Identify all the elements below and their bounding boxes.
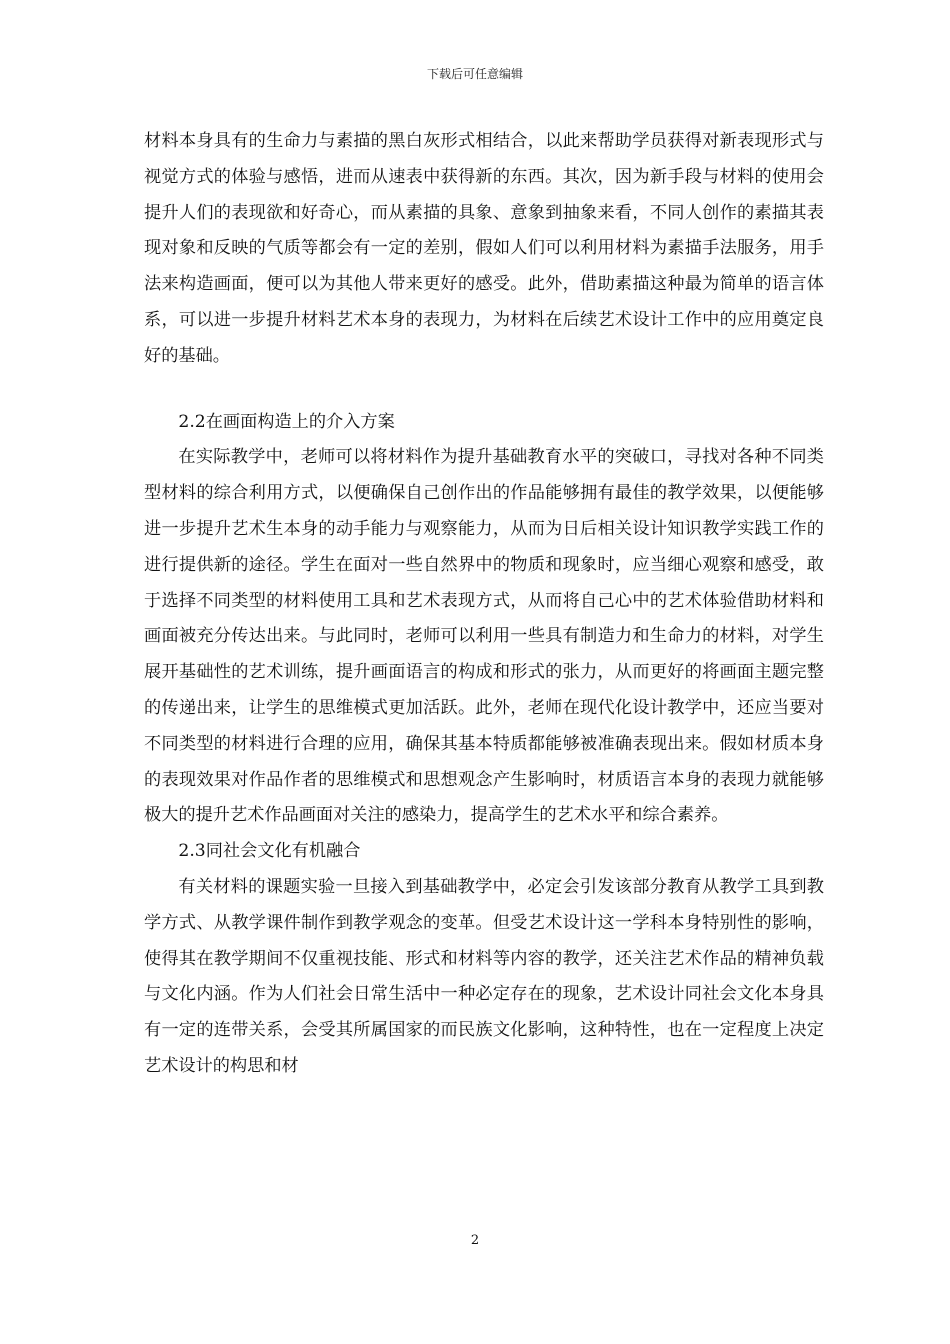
document-body (144, 124, 824, 1085)
paragraph-social-culture: 有关材料的课题实验一旦接入到基础教学中，必定会引发该部分教育从教学工具到教学方式、从教学课件制作到教学观念的变革。但受艺术设计这一学科本身特别性的影响，使得其在教学期间不仅重视技能、形式和材料等内容的教学，还关注艺术作品的精神负载与文化内涵。作为人们社会日常生活中一种必定存在的现象，艺术设计同社会文化本身具有一定的连带关系，会受其所属国家的而民族文化影响，这种特性，也在一定程度上决定艺术设计的构思和材 (144, 876, 824, 1076)
page-number: 2 (470, 1233, 480, 1248)
page-header: 下载后可任意编辑 (426, 67, 523, 81)
paragraph-gap (144, 375, 824, 405)
paragraph-material-sketch: 材料本身具有的生命力与素描的黑白灰形式相结合，以此来帮助学员获得对新表现形式与视觉方式的体验与感悟，进而从速表中获得新的东西。其次，因为新手段与材料的使用会提升人们的表现欲和好奇心，而从素描的具象、意象到抽象来看，不同人创作的素描其表现对象和反映的气质等都会有一定的差别，假如人们可以利用材料为素描手法服务，用手法来构造画面，便可以为其他人带来更好的感受。此外，借助素描这种最为简单的语言体系，可以进一步提升材料艺术本身的表现力，为材料在后续艺术设计工作中的应用奠定良好的基础。 (144, 131, 824, 366)
paragraph-composition: 在实际教学中，老师可以将材料作为提升基础教育水平的突破口，寻找对各种不同类型材料的综合利用方式，以便确保自己创作出的作品能够拥有最佳的教学效果，以便能够进一步提升艺术生本身的动手能力与观察能力，从而为日后相关设计知识教学实践工作的进行提供新的途径。学生在面对一些自然界中的物质和现象时，应当细心观察和感受，敢于选择不同类型的材料使用工具和艺术表现方式，从而将自己心中的艺术体验借助材料和画面被充分传达出来。与此同时，老师可以利用一些具有制造力和生命力的材料，对学生展开基础性的艺术训练，提升画面语言的构成和形式的张力，从而更好的将画面主题完整的传递出来，让学生的思维模式更加活跃。此外，老师在现代化设计教学中，还应当要对不同类型的材料进行合理的应用，确保其基本特质都能够被准确表现出来。假如材质本身的表现效果对作品作者的思维模式和思想观念产生影响时，材质语言本身的表现力就能够极大的提升艺术作品画面对关注的感染力，提高学生的艺术水平和综合素养。 (144, 447, 824, 826)
section-heading-2-2: 2.2在画面构造上的介入方案 (178, 411, 395, 432)
section-heading-2-3: 2.3同社会文化有机融合 (178, 841, 361, 862)
